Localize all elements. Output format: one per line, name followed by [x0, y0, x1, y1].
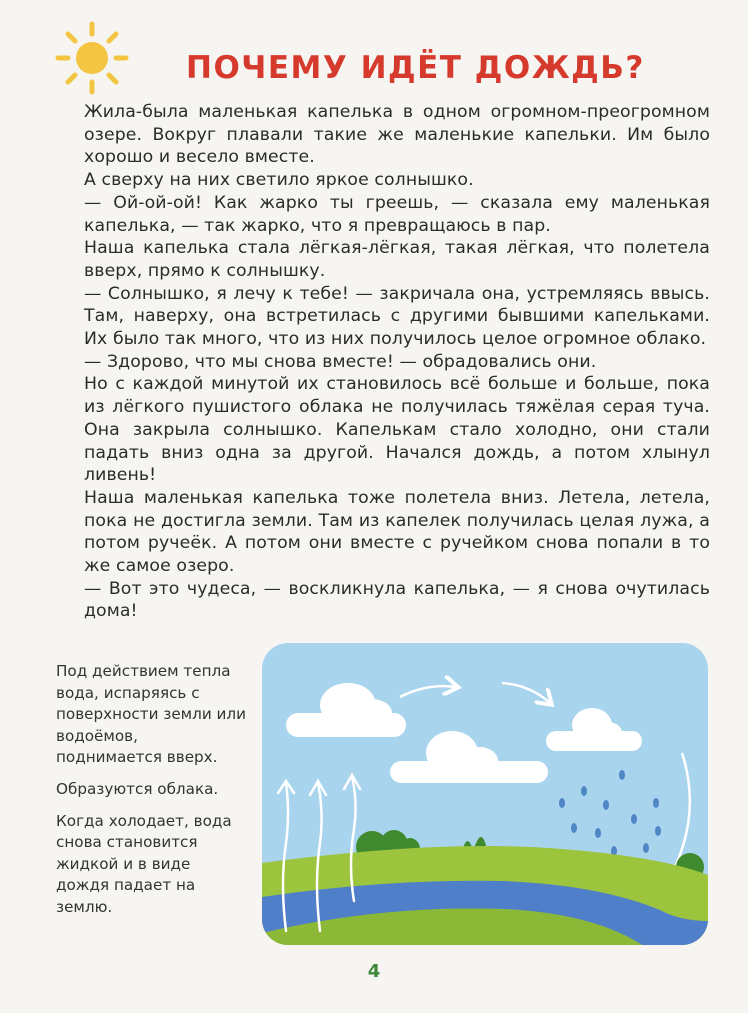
page-title: ПОЧЕМУ ИДЁТ ДОЖДЬ?: [186, 50, 645, 86]
water-cycle-illustration: [262, 643, 708, 945]
page-number: 4: [367, 961, 381, 982]
story-paragraph: Но с каждой минутой их становилось всё больше и больше, пока из лёгкого пушистого облака не получилась тяжёлая серая туча. Она закрыла солнышко. Капелькам стало холодно, они стали падать вниз одна за другой. Начался дождь, а потом хлынул ливень!: [84, 374, 710, 486]
story-paragraph: — Ой-ой-ой! Как жарко ты греешь, — сказала ему маленькая капелька, — так жарко, что я превращаюсь в пар.: [84, 192, 710, 236]
story-paragraph: — Здорово, что мы снова вместе! — обрадовались они.: [84, 351, 597, 372]
caption-clouds: Образуются облака.: [56, 779, 219, 798]
caption-evaporation: Под действием тепла вода, испаряясь с поверхности земли или водоёмов, поднимается вверх.: [56, 662, 246, 767]
story-paragraph: Наша капелька стала лёгкая-лёгкая, такая лёгкая, что полетела вверх, прямо к солнышку.: [84, 238, 710, 281]
story-paragraph: Наша маленькая капелька тоже полетела вниз. Летела, летела, пока не достигла земли. Там из капелек получилась целая лужа, а потом ручеёк. А потом они вместе с ручейком снова попали в то же самое озеро.: [84, 487, 710, 577]
story-paragraph: А сверху на них светило яркое солнышко.: [84, 170, 474, 191]
water-cycle-caption: [56, 661, 248, 929]
story-paragraph: — Вот это чудеса, — воскликнула капелька, — я снова очутилась дома!: [84, 578, 710, 622]
story-paragraph: Жила-была маленькая капелька в одном огромном-преогромном озере. Вокруг плавали такие же маленькие капельки. Им было хорошо и весело вместе.: [84, 102, 710, 168]
caption-rain: Когда холодает, вода снова становится жидкой и в виде дождя падает на землю.: [56, 811, 232, 916]
story-paragraph: — Солнышко, я лечу к тебе! — закричала она, устремляясь ввысь. Там, наверху, она встретилась с другими бывшими капельками. Их было так много, что из них получилось целое огромное облако.: [84, 283, 710, 350]
story-text: [84, 101, 710, 623]
sun-icon: [52, 20, 132, 96]
